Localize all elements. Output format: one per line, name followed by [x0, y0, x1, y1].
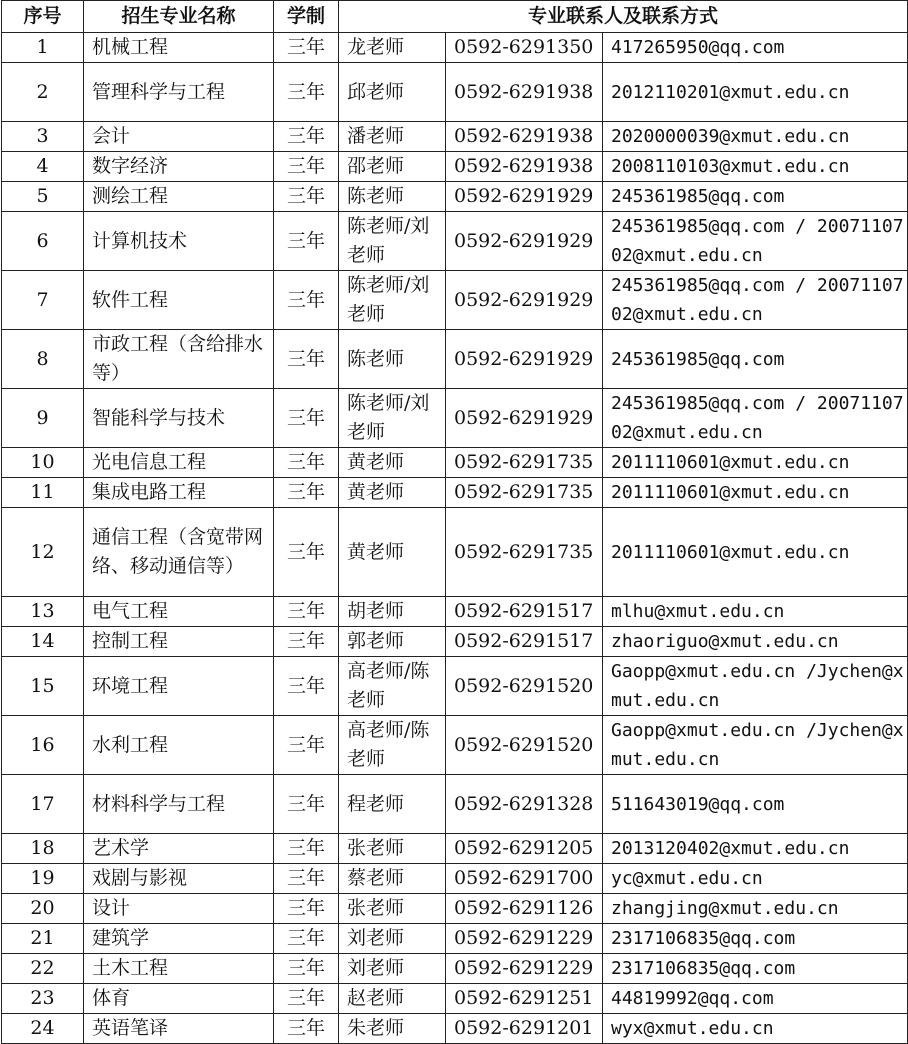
- contact-phone: 0592-6291517: [446, 627, 603, 657]
- major-name: 市政工程（含给排水等）: [84, 330, 274, 389]
- row-index: 4: [2, 152, 84, 182]
- header-duration: 学制: [274, 1, 339, 33]
- contact-email: 2011110601@xmut.edu.cn: [603, 448, 908, 478]
- row-index: 12: [2, 508, 84, 597]
- row-index: 1: [2, 33, 84, 63]
- contact-email: 44819992@qq.com: [603, 984, 908, 1014]
- contact-phone: 0592-6291735: [446, 448, 603, 478]
- contact-phone: 0592-6291229: [446, 924, 603, 954]
- contact-teacher: 刘老师: [339, 924, 446, 954]
- table-row: [2, 864, 908, 894]
- contact-teacher: 朱老师: [339, 1014, 446, 1044]
- major-name: 机械工程: [84, 33, 274, 63]
- duration: 三年: [274, 182, 339, 212]
- table-row: [2, 984, 908, 1014]
- major-name: 软件工程: [84, 271, 274, 330]
- contact-phone: 0592-6291517: [446, 597, 603, 627]
- duration: 三年: [274, 984, 339, 1014]
- major-name: 戏剧与影视: [84, 864, 274, 894]
- table-row: [2, 212, 908, 271]
- row-index: 8: [2, 330, 84, 389]
- contact-phone: 0592-6291126: [446, 894, 603, 924]
- major-name: 环境工程: [84, 657, 274, 716]
- row-index: 15: [2, 657, 84, 716]
- table-row: [2, 330, 908, 389]
- duration: 三年: [274, 508, 339, 597]
- major-name: 数字经济: [84, 152, 274, 182]
- major-name: 艺术学: [84, 834, 274, 864]
- table-row: [2, 508, 908, 597]
- contact-email: 2317106835@qq.com: [603, 954, 908, 984]
- contact-email: 245361985@qq.com / 2007110702@xmut.edu.cn: [603, 212, 908, 271]
- contact-phone: 0592-6291520: [446, 657, 603, 716]
- table-row: [2, 627, 908, 657]
- table-row: [2, 478, 908, 508]
- contact-teacher: 黄老师: [339, 478, 446, 508]
- table-row: [2, 182, 908, 212]
- contact-email: 2020000039@xmut.edu.cn: [603, 122, 908, 152]
- major-name: 测绘工程: [84, 182, 274, 212]
- row-index: 6: [2, 212, 84, 271]
- table-row: [2, 954, 908, 984]
- duration: 三年: [274, 627, 339, 657]
- row-index: 19: [2, 864, 84, 894]
- row-index: 20: [2, 894, 84, 924]
- table-row: [2, 657, 908, 716]
- row-index: 10: [2, 448, 84, 478]
- table-row: [2, 122, 908, 152]
- contact-email: Gaopp@xmut.edu.cn /Jychen@xmut.edu.cn: [603, 716, 908, 775]
- major-name: 建筑学: [84, 924, 274, 954]
- row-index: 21: [2, 924, 84, 954]
- duration: 三年: [274, 864, 339, 894]
- contact-phone: 0592-6291929: [446, 330, 603, 389]
- admissions-contact-table: [1, 0, 908, 1044]
- row-index: 23: [2, 984, 84, 1014]
- row-index: 11: [2, 478, 84, 508]
- contact-teacher: 陈老师/刘老师: [339, 271, 446, 330]
- duration: 三年: [274, 448, 339, 478]
- header-contact: 专业联系人及联系方式: [339, 1, 908, 33]
- contact-email: 417265950@qq.com: [603, 33, 908, 63]
- duration: 三年: [274, 152, 339, 182]
- table-row: [2, 924, 908, 954]
- table-row: [2, 33, 908, 63]
- contact-teacher: 程老师: [339, 775, 446, 834]
- contact-phone: 0592-6291328: [446, 775, 603, 834]
- contact-email: 2012110201@xmut.edu.cn: [603, 63, 908, 122]
- contact-teacher: 潘老师: [339, 122, 446, 152]
- major-name: 材料科学与工程: [84, 775, 274, 834]
- duration: 三年: [274, 271, 339, 330]
- table-row: [2, 63, 908, 122]
- duration: 三年: [274, 657, 339, 716]
- row-index: 14: [2, 627, 84, 657]
- contact-phone: 0592-6291938: [446, 152, 603, 182]
- table-body: [2, 33, 908, 1044]
- contact-teacher: 张老师: [339, 834, 446, 864]
- contact-phone: 0592-6291251: [446, 984, 603, 1014]
- duration: 三年: [274, 775, 339, 834]
- contact-phone: 0592-6291201: [446, 1014, 603, 1044]
- duration: 三年: [274, 389, 339, 448]
- duration: 三年: [274, 597, 339, 627]
- contact-phone: 0592-6291735: [446, 508, 603, 597]
- duration: 三年: [274, 122, 339, 152]
- contact-email: zhaoriguo@xmut.edu.cn: [603, 627, 908, 657]
- contact-teacher: 蔡老师: [339, 864, 446, 894]
- contact-email: 245361985@qq.com / 2007110702@xmut.edu.cn: [603, 389, 908, 448]
- major-name: 水利工程: [84, 716, 274, 775]
- row-index: 18: [2, 834, 84, 864]
- table-row: [2, 271, 908, 330]
- row-index: 22: [2, 954, 84, 984]
- row-index: 2: [2, 63, 84, 122]
- duration: 三年: [274, 63, 339, 122]
- table-row: [2, 716, 908, 775]
- contact-phone: 0592-6291735: [446, 478, 603, 508]
- contact-teacher: 龙老师: [339, 33, 446, 63]
- duration: 三年: [274, 478, 339, 508]
- duration: 三年: [274, 924, 339, 954]
- table-row: [2, 834, 908, 864]
- contact-email: yc@xmut.edu.cn: [603, 864, 908, 894]
- table-row: [2, 775, 908, 834]
- contact-teacher: 黄老师: [339, 448, 446, 478]
- table-row: [2, 389, 908, 448]
- contact-teacher: 郭老师: [339, 627, 446, 657]
- contact-phone: 0592-6291520: [446, 716, 603, 775]
- contact-teacher: 胡老师: [339, 597, 446, 627]
- contact-phone: 0592-6291938: [446, 122, 603, 152]
- contact-email: 2013120402@xmut.edu.cn: [603, 834, 908, 864]
- contact-teacher: 陈老师/刘老师: [339, 389, 446, 448]
- contact-teacher: 张老师: [339, 894, 446, 924]
- major-name: 土木工程: [84, 954, 274, 984]
- major-name: 控制工程: [84, 627, 274, 657]
- table-row: [2, 152, 908, 182]
- table-row: [2, 597, 908, 627]
- major-name: 体育: [84, 984, 274, 1014]
- contact-phone: 0592-6291700: [446, 864, 603, 894]
- contact-email: wyx@xmut.edu.cn: [603, 1014, 908, 1044]
- duration: 三年: [274, 954, 339, 984]
- major-name: 管理科学与工程: [84, 63, 274, 122]
- contact-email: 2011110601@xmut.edu.cn: [603, 478, 908, 508]
- table-row: [2, 448, 908, 478]
- contact-teacher: 陈老师: [339, 330, 446, 389]
- row-index: 17: [2, 775, 84, 834]
- row-index: 13: [2, 597, 84, 627]
- contact-teacher: 陈老师/刘老师: [339, 212, 446, 271]
- major-name: 设计: [84, 894, 274, 924]
- contact-email: 245361985@qq.com: [603, 330, 908, 389]
- duration: 三年: [274, 330, 339, 389]
- contact-email: 511643019@qq.com: [603, 775, 908, 834]
- row-index: 5: [2, 182, 84, 212]
- row-index: 3: [2, 122, 84, 152]
- duration: 三年: [274, 1014, 339, 1044]
- contact-teacher: 高老师/陈老师: [339, 657, 446, 716]
- contact-teacher: 刘老师: [339, 954, 446, 984]
- row-index: 9: [2, 389, 84, 448]
- contact-phone: 0592-6291929: [446, 212, 603, 271]
- contact-email: Gaopp@xmut.edu.cn /Jychen@xmut.edu.cn: [603, 657, 908, 716]
- contact-phone: 0592-6291938: [446, 63, 603, 122]
- contact-email: mlhu@xmut.edu.cn: [603, 597, 908, 627]
- contact-teacher: 高老师/陈老师: [339, 716, 446, 775]
- contact-email: 2317106835@qq.com: [603, 924, 908, 954]
- major-name: 计算机技术: [84, 212, 274, 271]
- row-index: 24: [2, 1014, 84, 1044]
- contact-phone: 0592-6291229: [446, 954, 603, 984]
- major-name: 电气工程: [84, 597, 274, 627]
- major-name: 英语笔译: [84, 1014, 274, 1044]
- contact-teacher: 陈老师: [339, 182, 446, 212]
- duration: 三年: [274, 834, 339, 864]
- table-row: [2, 1014, 908, 1044]
- row-index: 7: [2, 271, 84, 330]
- header-row: [2, 1, 908, 33]
- duration: 三年: [274, 33, 339, 63]
- major-name: 集成电路工程: [84, 478, 274, 508]
- contact-email: 2008110103@xmut.edu.cn: [603, 152, 908, 182]
- header-index: 序号: [2, 1, 84, 33]
- contact-teacher: 邵老师: [339, 152, 446, 182]
- contact-email: 2011110601@xmut.edu.cn: [603, 508, 908, 597]
- duration: 三年: [274, 212, 339, 271]
- contact-email: 245361985@qq.com: [603, 182, 908, 212]
- contact-teacher: 赵老师: [339, 984, 446, 1014]
- major-name: 智能科学与技术: [84, 389, 274, 448]
- major-name: 通信工程（含宽带网络、移动通信等）: [84, 508, 274, 597]
- major-name: 会计: [84, 122, 274, 152]
- contact-email: 245361985@qq.com / 2007110702@xmut.edu.cn: [603, 271, 908, 330]
- contact-teacher: 邱老师: [339, 63, 446, 122]
- contact-phone: 0592-6291929: [446, 271, 603, 330]
- contact-email: zhangjing@xmut.edu.cn: [603, 894, 908, 924]
- contact-phone: 0592-6291929: [446, 389, 603, 448]
- table-row: [2, 894, 908, 924]
- header-major: 招生专业名称: [84, 1, 274, 33]
- row-index: 16: [2, 716, 84, 775]
- contact-phone: 0592-6291929: [446, 182, 603, 212]
- duration: 三年: [274, 716, 339, 775]
- contact-teacher: 黄老师: [339, 508, 446, 597]
- contact-phone: 0592-6291350: [446, 33, 603, 63]
- major-name: 光电信息工程: [84, 448, 274, 478]
- contact-phone: 0592-6291205: [446, 834, 603, 864]
- duration: 三年: [274, 894, 339, 924]
